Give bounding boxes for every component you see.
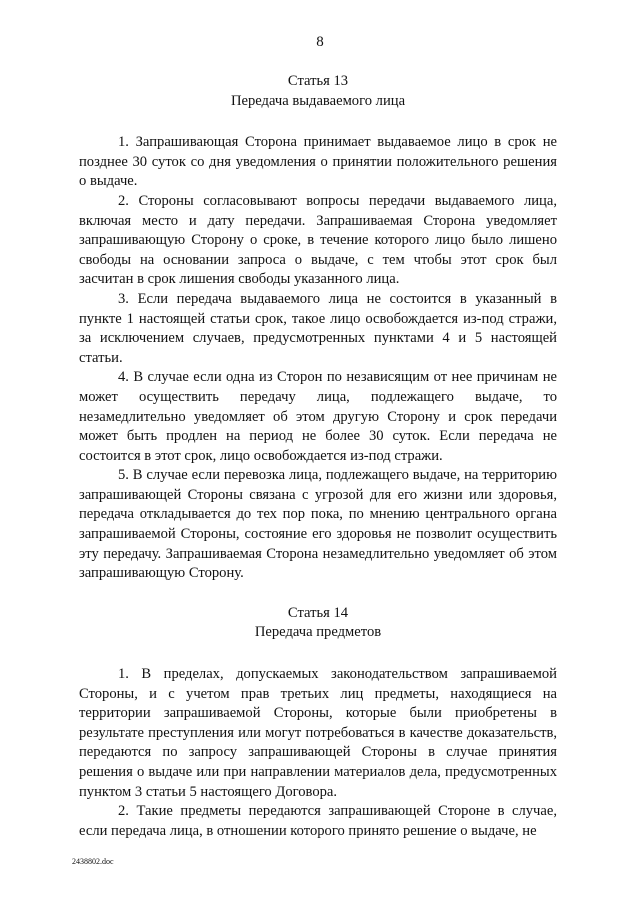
article-13-subtitle: Передача выдаваемого лица [230,92,406,109]
article-14-heading [79,604,557,643]
document-body [79,72,557,841]
article-13-title: Статья 13 [287,73,349,89]
article-13-paragraph-3: 3. Если передача выдаваемого лица не состоится в указанный в пункте 1 настоящей статьи срок, такое лицо освобождается из-под стражи, за исключением случаев, предусмотренных пунктами 4 и 5 настоящей статьи. [79,290,557,366]
article-14-subtitle: Передача предметов [254,624,382,641]
article-13-paragraph-2: 2. Стороны согласовывают вопросы передачи выдаваемого лица, включая место и дату передачи. Запрашиваемая Сторона уведомляет запрашивающую Сторону о сроке, в течение которого лицо было лишено свободы на основании запроса о выдаче, с тем чтобы этот срок был засчитан в срок лишения свободы указанного лица. [79,192,557,288]
article-13-paragraph-1: 1. Запрашивающая Сторона принимает выдаваемое лицо в срок не позднее 30 суток со дня уведомления о принятии положительного решения о выдаче. [79,134,557,190]
article-14-paragraph-2: 2. Такие предметы передаются запрашивающей Стороне в случае, если передача лица, в отношении которого принято решение о выдаче, не [79,803,557,839]
article-14-paragraph-1: 1. В пределах, допускаемых законодательством запрашиваемой Стороны, и с учетом прав третьих лиц предметы, находящиеся на территории запрашиваемой Стороны, которые были приобретены в результате преступления или могут потребоваться в качестве доказательств, передаются по запросу запрашивающей Стороны в случае принятия решения о выдаче или при направлении материалов дела, предусмотренных пунктом 3 статьи 5 настоящего Договора. [79,666,557,800]
article-13-paragraph-4: 4. В случае если одна из Сторон по независящим от нее причинам не может осуществить передачу лица, подлежащего выдаче, то незамедлительно уведомляет об этом другую Сторону и срок передачи может быть продлен на период не более 30 суток. Если передача не состоится в этот срок, лицо освобождается из-под стражи. [79,369,557,464]
article-13-heading [79,72,557,111]
page-number: 8 [316,34,324,50]
document-filename: 2438802.doc [72,857,114,866]
article-14-title: Статья 14 [287,604,349,621]
article-13-paragraph-5: 5. В случае если перевозка лица, подлежащего выдаче, на территорию запрашивающей Стороны связана с угрозой для его жизни или здоровья, передача откладывается до тех пор пока, по мнению центрального органа запрашиваемой Стороны, состояние его здоровья не позволит осуществить эту передачу. Запрашиваемая Сторона незамедлительно уведомляет об этом запрашивающую Сторону. [79,467,557,582]
